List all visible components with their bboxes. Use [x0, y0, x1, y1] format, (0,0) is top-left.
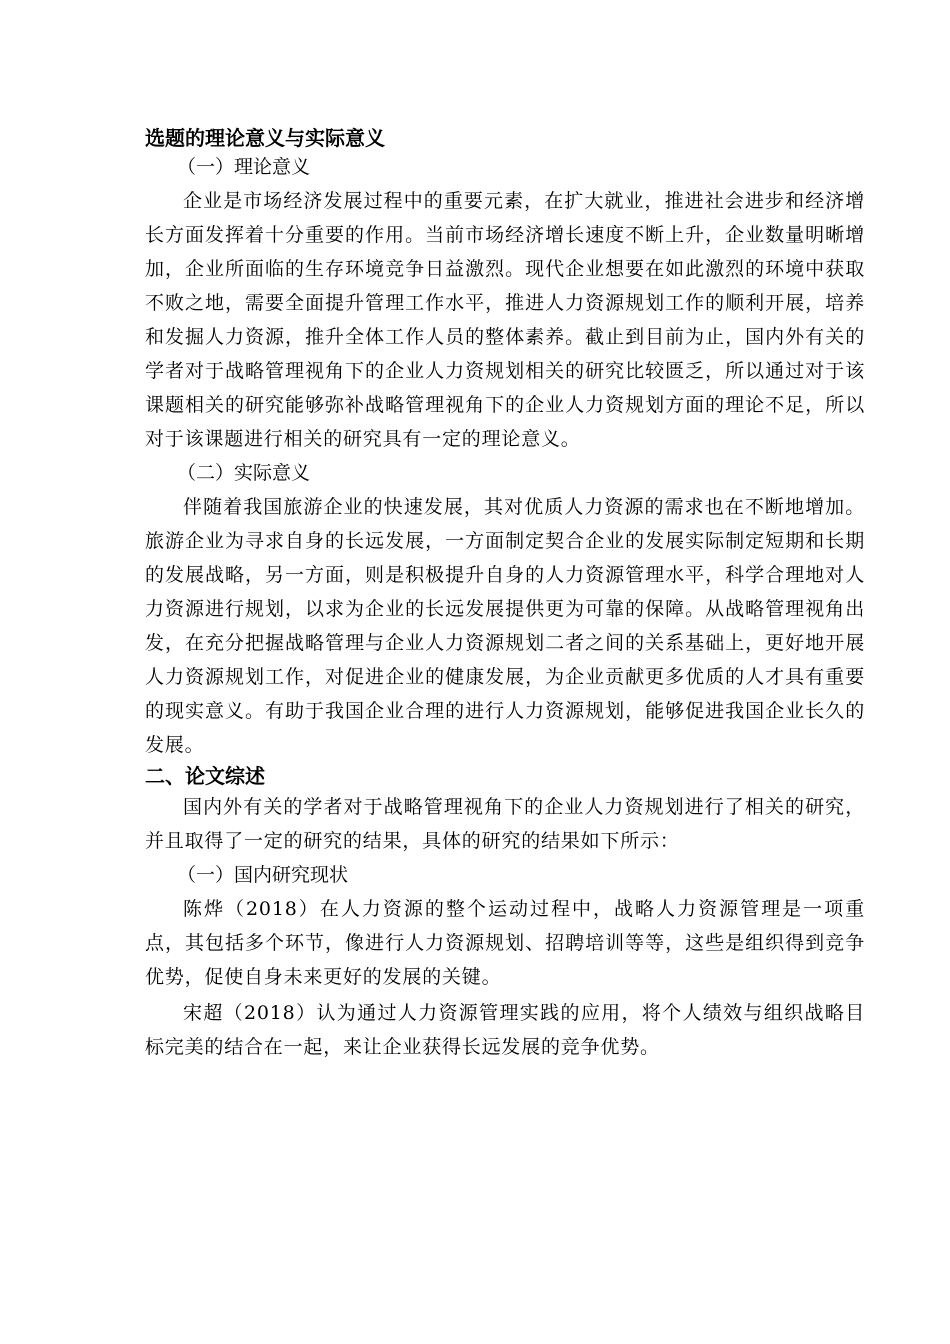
section-heading-significance: 选题的理论意义与实际意义 [145, 126, 385, 150]
subheading-practical: （二）实际意义 [177, 462, 311, 484]
paragraph-practical: 伴随着我国旅游企业的快速发展，其对优质人力资源的需求也在不断地增加。旅游企业为寻求自身的长远发展，一方面制定契合企业的发展实际制定短期和长期的发展战略，另一方面，则是积极提升自身的人力资源管理水平，科学合理地对人力资源进行规划，以求为企业的长远发展提供更为可靠的保障。从战略管理视角出发，在充分把握战略管理与企业人力资源规划二者之间的关系基础上，更好地开展人力资源规划工作，对促进企业的健康发展，为企业贡献更多优质的人才具有重要的现实意义。有助于我国企业合理的进行人力资源规划，能够促进我国企业长久的发展。 [145, 496, 865, 756]
document-body [145, 124, 865, 1064]
paragraph-theoretical: 企业是市场经济发展过程中的重要元素，在扩大就业，推进社会进步和经济增长方面发挥着十分重要的作用。当前市场经济增长速度不断上升，企业数量明晰增加，企业所面临的生存环境竞争日益激烈。现代企业想要在如此激烈的环境中获取不败之地，需要全面提升管理工作水平，推进人力资源规划工作的顺利开展，培养和发掘人力资源，推升全体工作人员的整体素养。截止到目前为止，国内外有关的学者对于战略管理视角下的企业人力资规划相关的研究比较匮乏，所以通过对于该课题相关的研究能够弥补战略管理视角下的企业人力资规划方面的理论不足，所以对于该课题进行相关的研究具有一定的理论意义。 [145, 190, 865, 450]
section-heading-review: 二、论文综述 [145, 764, 265, 788]
subheading-theoretical: （一）理论意义 [177, 156, 311, 178]
paragraph-chen-ye: 陈烨（2018）在人力资源的整个运动过程中，战略人力资源管理是一项重点，其包括多个环节，像进行人力资源规划、招聘培训等等，这些是组织得到竞争优势，促使自身未来更好的发展的关键。 [145, 898, 865, 988]
paragraph-review-intro: 国内外有关的学者对于战略管理视角下的企业人力资规划进行了相关的研究，并且取得了一定的研究的结果，具体的研究的结果如下所示： [145, 796, 865, 852]
paragraph-song-chao: 宋超（2018）认为通过人力资源管理实践的应用，将个人绩效与组织战略目标完美的结合在一起，来让企业获得长远发展的竞争优势。 [145, 1002, 865, 1058]
subheading-domestic: （一）国内研究现状 [177, 864, 349, 886]
